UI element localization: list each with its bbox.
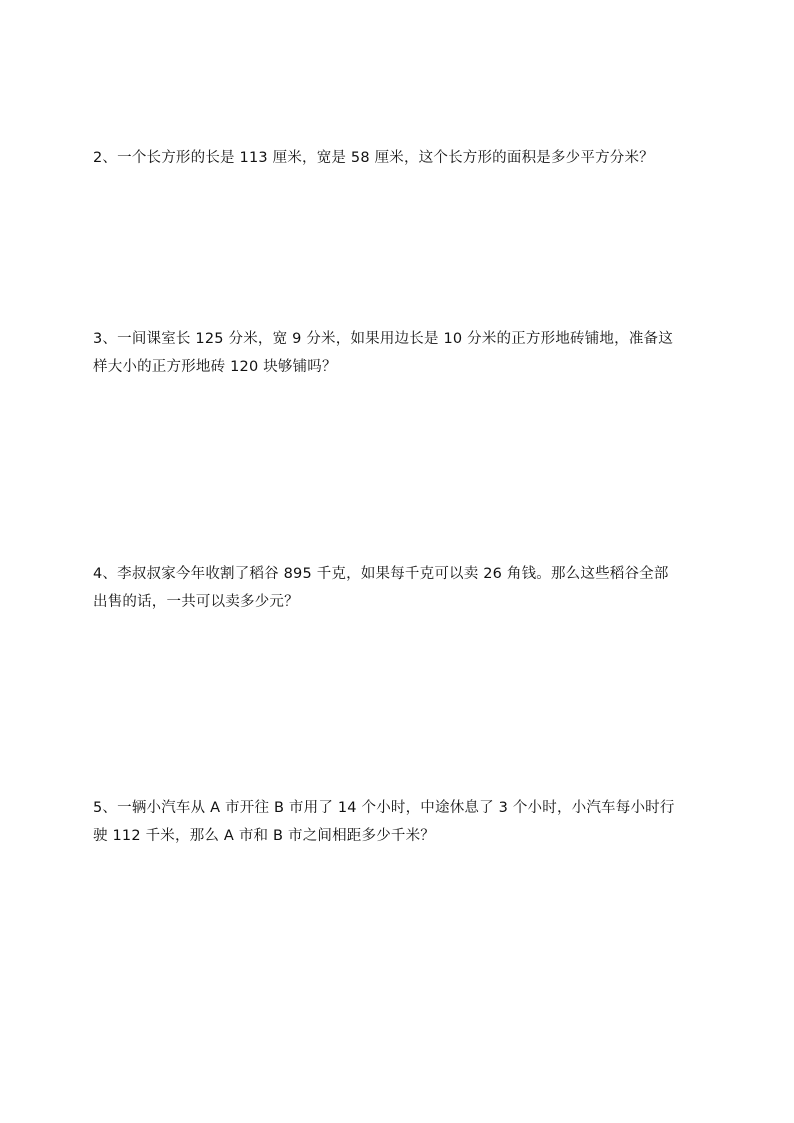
question-text-line: 4、李叔叔家今年收割了稻谷 895 千克，如果每千克可以卖 26 角钱。那么这些稻谷全部: [93, 566, 669, 582]
question-text-line: 5、一辆小汽车从 A 市开往 B 市用了 14 个小时，中途休息了 3 个小时，小汽车每小时行: [93, 800, 675, 816]
question-text-line: 2、一个长方形的长是 113 厘米，宽是 58 厘米，这个长方形的面积是多少平方分米？: [93, 150, 654, 166]
question-2: [93, 144, 708, 172]
question-text-line: 样大小的正方形地砖 120 块够铺吗？: [93, 359, 337, 375]
question-text-line: 出售的话，一共可以卖多少元？: [93, 594, 299, 610]
question-3: [93, 325, 708, 381]
question-text-line: 3、一间课室长 125 分米，宽 9 分米，如果用边长是 10 分米的正方形地砖铺地，准备这: [93, 331, 673, 347]
question-4: [93, 560, 708, 616]
question-5: [93, 794, 708, 850]
question-text-line: 驶 112 千米，那么 A 市和 B 市之间相距多少千米？: [93, 828, 435, 844]
